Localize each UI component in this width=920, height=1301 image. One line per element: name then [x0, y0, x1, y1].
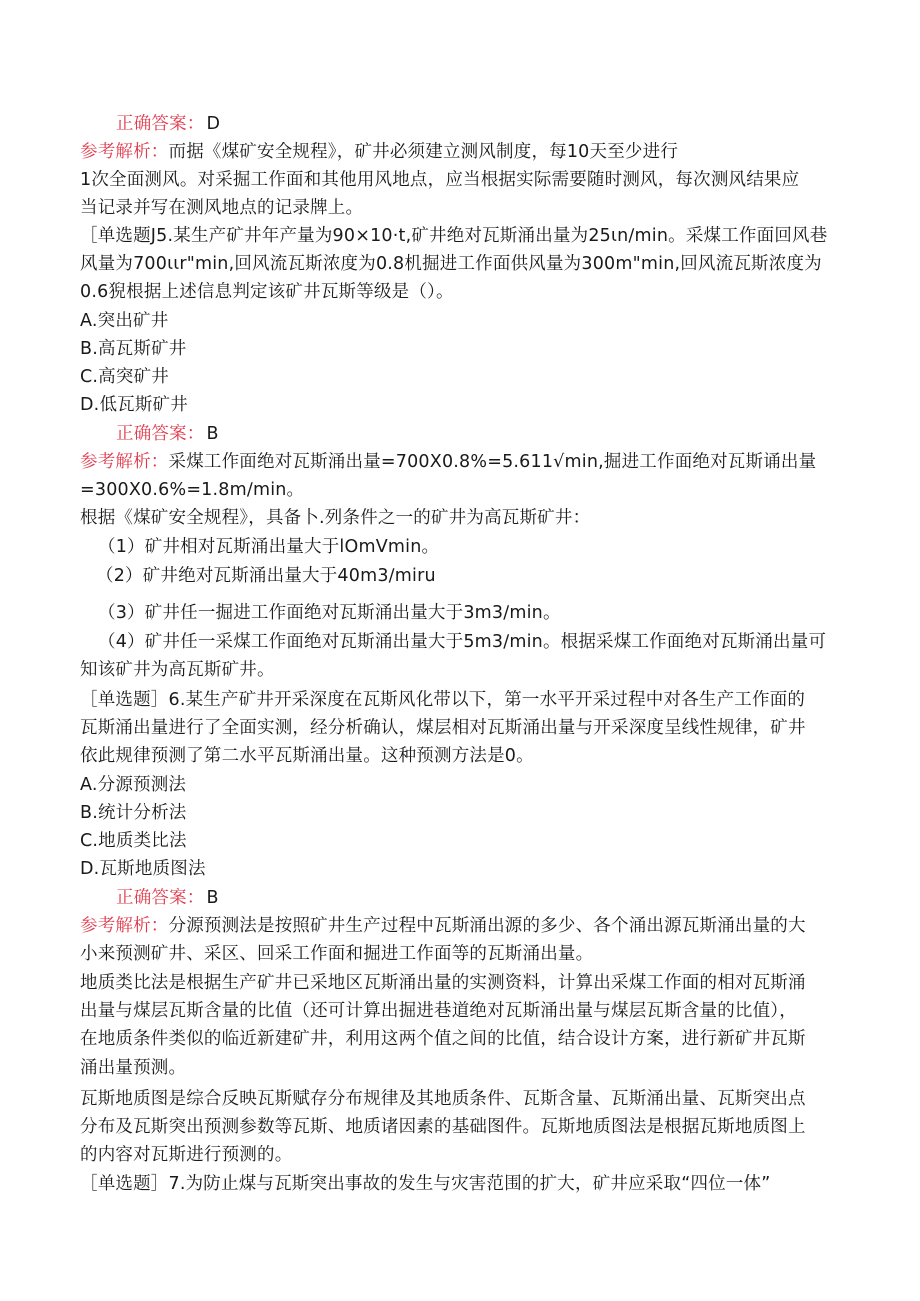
q5-option-a: A.突出矿井: [80, 311, 169, 331]
q5-condition-4-cont: 知该矿井为高瓦斯矿井。: [80, 660, 275, 680]
q5-option-b: B.高瓦斯矿井: [80, 339, 187, 359]
q6-option-d: D.瓦斯地质图法: [80, 859, 206, 879]
q6-answer-line: [116, 884, 860, 912]
analysis-text: 分源预测法是按照矿井生产过程中瓦斯涌出源的多少、各个涌出源瓦斯涌出量的大: [168, 916, 806, 936]
q6-stem-line-2: 瓦斯涌出量进行了全面实测，经分析确认，煤层相对瓦斯涌出量与开采深度呈线性规律，矿井: [80, 718, 806, 738]
q5-stem-line-2: 风量为700ιιr"min,回风流瓦斯浓度为0.8机掘进工作面供风量为300m"min,回风流瓦斯浓度为: [80, 254, 822, 274]
q4-answer-line: [116, 110, 860, 138]
q6-option-a: A.分源预测法: [80, 775, 187, 795]
q5-stem-line-3: 0.6猊根据上述信息判定该矿井瓦斯等级是（）。: [80, 282, 454, 302]
q5-condition-4: （4）矿井任一采煤工作面绝对瓦斯涌出量大于5m3∕min。根据采煤工作面绝对瓦斯涌出量可: [98, 632, 827, 652]
q5-condition-2: （2）矿井绝对瓦斯涌出量大于40m3∕miru: [96, 566, 436, 586]
analysis-text: 采煤工作面绝对瓦斯涌出量=700X0.8%=5.611√min,掘进工作面绝对瓦斯诵出量: [168, 452, 817, 472]
analysis-label: 参考解析：: [80, 142, 169, 162]
q6-analysis-line-9: 的内容对瓦斯进行预测的。: [80, 1145, 293, 1165]
analysis-label: 参考解析：: [80, 452, 169, 472]
q5-analysis-line-1: [80, 448, 860, 476]
q6-analysis-line-1: [80, 912, 860, 940]
q5-analysis-line-3: 根据《煤矿安全规程》，具备卜.列条件之一的矿井为高瓦斯矿井：: [80, 508, 591, 528]
q5-stem-line-1: ［单选题J5.某生产矿井年产量为90×10·t,矿井绝对瓦斯涌出量为25ιn∕min。采煤工作面回风巷: [80, 226, 828, 246]
q6-analysis-line-5: 在地质条件类似的临近新建矿井，利用这两个值之间的比值，结合设计方案，进行新矿井瓦斯: [80, 1029, 806, 1049]
answer-label: 正确答案：: [116, 424, 205, 444]
q4-analysis-line-2: 1次全面测风。对采掘工作面和其他用风地点，应当根据实际需要随时测风，每次测风结果应: [80, 170, 800, 190]
answer-value: B: [206, 888, 219, 908]
answer-value: D: [206, 114, 221, 134]
q5-option-c: C.高突矿井: [80, 367, 169, 387]
q6-analysis-line-6: 涌出量预测。: [80, 1058, 187, 1078]
q5-analysis-line-2: =300X0.6%=1.8m∕min。: [80, 480, 305, 500]
analysis-label: 参考解析：: [80, 916, 169, 936]
q6-analysis-line-4: 出量与煤层瓦斯含量的比值（还可计算出掘进巷道绝对瓦斯涌出量与煤层瓦斯含量的比值），: [80, 1001, 797, 1021]
q4-analysis-line-1: [80, 138, 860, 166]
answer-label: 正确答案：: [116, 114, 205, 134]
q6-stem-line-1: ［单选题］6.某生产矿井开采深度在瓦斯风化带以下，第一水平开采过程中对各生产工作面的: [80, 690, 806, 710]
analysis-text: 而据《煤矿安全规程》，矿井必须建立测风制度，每10天至少进行: [168, 142, 679, 162]
answer-label: 正确答案：: [116, 888, 205, 908]
q6-option-c: C.地质类比法: [80, 831, 187, 851]
q5-condition-1: （1）矿井相对瓦斯涌出量大于lOmVmin。: [98, 537, 440, 557]
answer-value: B: [206, 424, 219, 444]
q5-option-d: D.低瓦斯矿井: [80, 395, 188, 415]
q6-analysis-line-7: 瓦斯地质图是综合反映瓦斯赋存分布规律及其地质条件、瓦斯含量、瓦斯涌出量、瓦斯突出点: [80, 1089, 806, 1109]
q5-answer-line: [116, 420, 860, 448]
q6-analysis-line-3: 地质类比法是根据生产矿井已采地区瓦斯涌出量的实测资料，计算出采煤工作面的相对瓦斯涌: [80, 973, 806, 993]
q4-analysis-line-3: 当记录并写在测风地点的记录牌上。: [80, 198, 364, 218]
q6-analysis-line-8: 分布及瓦斯突出预测参数等瓦斯、地质诸因素的基础图件。瓦斯地质图法是根据瓦斯地质图上: [80, 1117, 806, 1137]
q6-option-b: B.统计分析法: [80, 803, 187, 823]
q6-analysis-line-2: 小来预测矿井、采区、回采工作面和掘进工作面等的瓦斯涌出量。: [80, 944, 594, 964]
q7-stem-line-1: ［单选题］7.为防止煤与瓦斯突出事故的发生与灾害范围的扩大，矿井应采取“四位一体”: [80, 1174, 771, 1194]
q5-condition-3: （3）矿井任一掘进工作面绝对瓦斯涌出量大于3m3∕min。: [98, 603, 561, 623]
q6-stem-line-3: 依此规律预测了第二水平瓦斯涌出量。这种预测方法是0。: [80, 746, 534, 766]
